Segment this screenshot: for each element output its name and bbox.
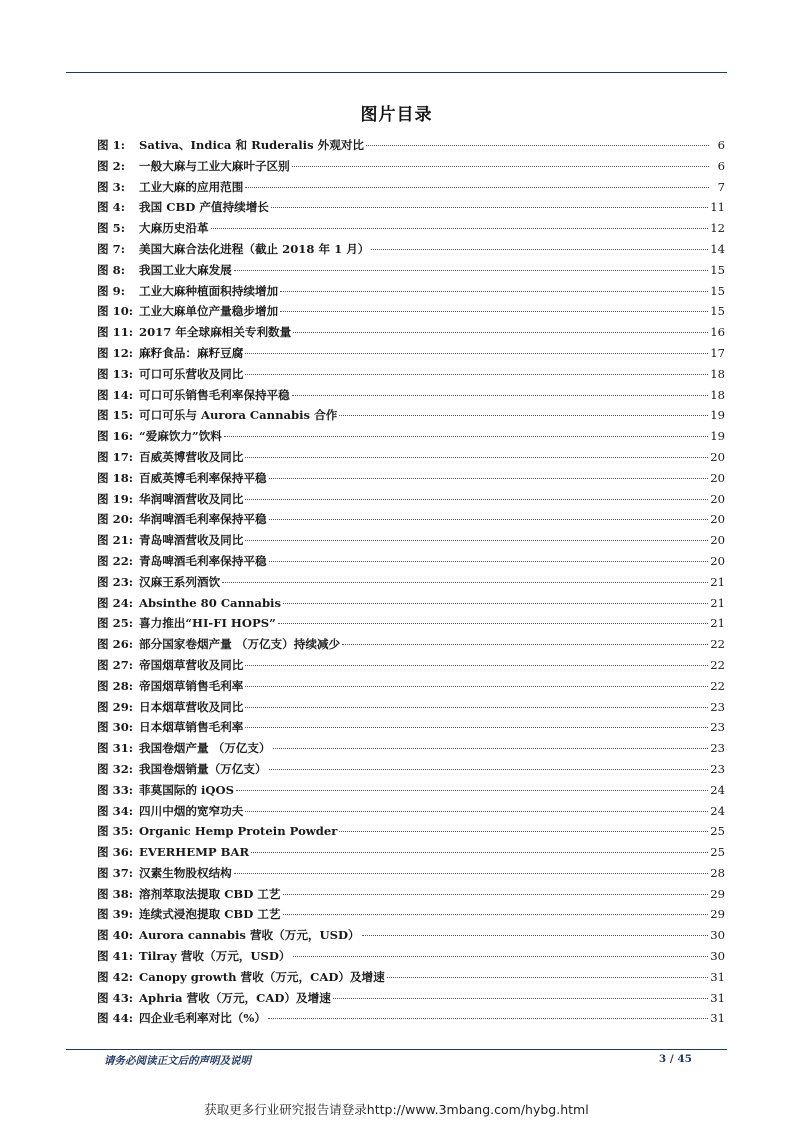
- toc-entry-label: 图 4:: [97, 200, 125, 215]
- toc-dot-leader: [245, 353, 708, 354]
- toc-entry[interactable]: [97, 967, 725, 988]
- toc-entry-title: 2017 年全球麻相关专利数量: [139, 325, 292, 340]
- toc-entry[interactable]: [97, 1008, 725, 1029]
- toc-entry-title: 溶剂萃取法提取 CBD 工艺: [139, 886, 281, 901]
- toc-entry-label: 图 10:: [97, 304, 134, 319]
- header-rule: [66, 72, 727, 73]
- toc-entry-title: EVERHEMP BAR: [139, 845, 250, 860]
- toc-dot-leader: [283, 914, 709, 915]
- toc-entry[interactable]: [97, 197, 725, 218]
- toc-entry-page: 30: [710, 928, 725, 943]
- toc-entry-label: 图 31:: [97, 741, 134, 756]
- toc-dot-leader: [280, 291, 708, 292]
- toc-entry-label: 图 26:: [97, 637, 134, 652]
- toc-entry-title: 可口可乐与 Aurora Cannabis 合作: [139, 408, 338, 423]
- page-title: 图片目录: [360, 105, 433, 125]
- toc-entry[interactable]: [97, 239, 725, 260]
- toc-entry[interactable]: [97, 343, 725, 364]
- toc-dot-leader: [224, 436, 708, 437]
- toc-entry-page: 15: [710, 304, 725, 319]
- toc-entry-title: Organic Hemp Protein Powder: [139, 824, 338, 839]
- toc-entry-page: 7: [717, 179, 725, 194]
- footer-download-link[interactable]: 获取更多行业研究报告请登录http://www.3mbang.com/hybg.html: [204, 1102, 589, 1117]
- toc-entry-title: 汉麻王系列酒饮: [139, 574, 221, 589]
- toc-entry[interactable]: [97, 156, 725, 177]
- toc-entry-page: 23: [710, 699, 725, 714]
- toc-dot-leader: [268, 1018, 708, 1019]
- toc-entry-page: 24: [710, 782, 725, 797]
- toc-entry[interactable]: [97, 884, 725, 905]
- toc-dot-leader: [245, 665, 708, 666]
- toc-entry-page: 29: [710, 907, 725, 922]
- toc-entry-page: 19: [710, 408, 725, 423]
- toc-entry-label: 图 15:: [97, 408, 134, 423]
- toc-entry-page: 15: [710, 262, 725, 277]
- toc-dot-leader: [245, 707, 708, 708]
- toc-entry-label: 图 43:: [97, 990, 134, 1005]
- toc-entry-title: 帝国烟草销售毛利率: [139, 678, 244, 693]
- toc-entry-title: 可口可乐销售毛利率保持平稳: [139, 387, 290, 402]
- toc-entry-title: Aphria 营收（万元，CAD）及增速: [139, 990, 331, 1005]
- toc-entry-page: 20: [710, 512, 725, 527]
- toc-entry-label: 图 37:: [97, 865, 134, 880]
- toc-entry-title: 部分国家卷烟产量 （万亿支）持续减少: [139, 637, 341, 652]
- toc-entry[interactable]: [97, 489, 725, 510]
- toc-dot-leader: [339, 415, 708, 416]
- toc-entry-title: Absinthe 80 Cannabis: [139, 595, 281, 610]
- toc-entry-page: 19: [710, 429, 725, 444]
- toc-dot-leader: [251, 852, 708, 853]
- toc-entry-title: 大麻历史沿革: [139, 221, 209, 236]
- toc-entry-page: 20: [710, 449, 725, 464]
- toc-dot-leader: [278, 623, 708, 624]
- toc-entry-page: 18: [710, 387, 725, 402]
- toc-entry[interactable]: [97, 551, 725, 572]
- toc-entry-title: 美国大麻合法化进程（截止 2018 年 1 月）: [139, 241, 370, 256]
- toc-entry-title: 我国 CBD 产值持续增长: [139, 200, 269, 215]
- toc-entry[interactable]: [97, 135, 725, 156]
- toc-entry-page: 30: [710, 949, 725, 964]
- toc-entry-label: 图 17:: [97, 449, 134, 464]
- toc-entry-title: 工业大麻的应用范围: [139, 179, 244, 194]
- toc-dot-leader: [234, 873, 708, 874]
- toc-entry-page: 15: [710, 283, 725, 298]
- toc-entry-title: 麻籽食品：麻籽豆腐: [139, 345, 244, 360]
- toc-dot-leader: [269, 561, 709, 562]
- toc-entry[interactable]: [97, 509, 725, 530]
- toc-entry-title: 我国卷烟销量（万亿支）: [139, 761, 267, 776]
- toc-entry-page: 22: [710, 657, 725, 672]
- toc-entry-page: 24: [710, 803, 725, 818]
- toc-entry-page: 31: [710, 990, 725, 1005]
- toc-entry-label: 图 41:: [97, 949, 134, 964]
- footer-page-number: 3 / 45: [658, 1053, 692, 1065]
- toc-dot-leader: [245, 499, 708, 500]
- toc-entry-title: 连续式浸泡提取 CBD 工艺: [139, 907, 281, 922]
- toc-entry-label: 图 34:: [97, 803, 134, 818]
- toc-entry-label: 图 20:: [97, 512, 134, 527]
- toc-entry[interactable]: [97, 780, 725, 801]
- figure-toc-list: [97, 135, 725, 1029]
- toc-entry-label: 图 5:: [97, 221, 125, 236]
- toc-entry-label: 图 11:: [97, 325, 134, 340]
- toc-entry-page: 21: [710, 574, 725, 589]
- toc-entry[interactable]: [97, 218, 725, 239]
- toc-entry-label: 图 35:: [97, 824, 134, 839]
- toc-dot-leader: [271, 207, 708, 208]
- toc-entry-page: 16: [710, 325, 725, 340]
- toc-entry-title: Tilray 营收（万元，USD）: [139, 949, 291, 964]
- toc-dot-leader: [283, 603, 708, 604]
- toc-entry[interactable]: [97, 946, 725, 967]
- toc-entry-label: 图 28:: [97, 678, 134, 693]
- toc-entry-label: 图 19:: [97, 491, 134, 506]
- toc-entry-title: 一般大麻与工业大麻叶子区别: [139, 158, 290, 173]
- toc-dot-leader: [245, 457, 708, 458]
- toc-entry-page: 18: [710, 366, 725, 381]
- toc-entry[interactable]: [97, 821, 725, 842]
- toc-entry-title: 青岛啤酒毛利率保持平稳: [139, 553, 267, 568]
- toc-entry-page: 20: [710, 470, 725, 485]
- toc-entry-label: 图 32:: [97, 761, 134, 776]
- toc-entry-title: 华润啤酒毛利率保持平稳: [139, 512, 267, 527]
- toc-entry-page: 21: [710, 595, 725, 610]
- toc-entry-title: 百威英博营收及同比: [139, 449, 244, 464]
- toc-dot-leader: [222, 582, 708, 583]
- toc-entry[interactable]: [97, 634, 725, 655]
- toc-entry-label: 图 18:: [97, 470, 134, 485]
- toc-entry[interactable]: [97, 260, 725, 281]
- toc-entry[interactable]: [97, 281, 725, 302]
- toc-dot-leader: [234, 270, 708, 271]
- toc-entry[interactable]: [97, 738, 725, 759]
- toc-entry[interactable]: [97, 717, 725, 738]
- toc-entry-page: 22: [710, 678, 725, 693]
- toc-entry-label: 图 29:: [97, 699, 134, 714]
- toc-entry-page: 28: [710, 865, 725, 880]
- toc-entry[interactable]: [97, 925, 725, 946]
- toc-entry-title: 日本烟草营收及同比: [139, 699, 244, 714]
- toc-dot-leader: [333, 998, 708, 999]
- toc-entry-title: “爱麻饮力”饮料: [139, 429, 222, 444]
- toc-entry-page: 31: [710, 1011, 725, 1026]
- toc-dot-leader: [292, 166, 709, 167]
- toc-dot-leader: [269, 478, 709, 479]
- toc-entry[interactable]: [97, 613, 725, 634]
- toc-dot-leader: [293, 956, 709, 957]
- toc-entry[interactable]: [97, 863, 725, 884]
- toc-entry[interactable]: [97, 988, 725, 1009]
- toc-entry-label: 图 9:: [97, 283, 125, 298]
- toc-entry[interactable]: [97, 593, 725, 614]
- toc-entry-page: 25: [710, 845, 725, 860]
- toc-entry-label: 图 21:: [97, 533, 134, 548]
- toc-entry-page: 23: [710, 720, 725, 735]
- toc-entry-title: Sativa、Indica 和 Ruderalis 外观对比: [139, 138, 365, 152]
- toc-dot-leader: [273, 748, 709, 749]
- toc-entry-label: 图 36:: [97, 845, 134, 860]
- toc-dot-leader: [292, 395, 709, 396]
- toc-entry-label: 图 39:: [97, 907, 134, 922]
- toc-entry-title: 百威英博毛利率保持平稳: [139, 470, 267, 485]
- toc-entry-label: 图 44:: [97, 1011, 134, 1026]
- toc-entry[interactable]: [97, 385, 725, 406]
- toc-entry-page: 23: [710, 761, 725, 776]
- toc-entry-label: 图 1:: [97, 138, 125, 152]
- toc-entry[interactable]: [97, 177, 725, 198]
- toc-dot-leader: [245, 686, 708, 687]
- toc-entry-title: 工业大麻单位产量稳步增加: [139, 304, 279, 319]
- toc-entry-page: 17: [710, 345, 725, 360]
- toc-entry-title: 可口可乐营收及同比: [139, 366, 244, 381]
- toc-entry[interactable]: [97, 801, 725, 822]
- toc-entry-label: 图 42:: [97, 969, 134, 984]
- toc-dot-leader: [245, 187, 709, 188]
- toc-entry-title: 喜力推出“HI-FI HOPS”: [139, 616, 276, 631]
- footer-disclaimer: 请务必阅读正文后的声明及说明: [104, 1055, 251, 1067]
- toc-entry-label: 图 3:: [97, 179, 125, 194]
- toc-entry-page: 31: [710, 969, 725, 984]
- toc-entry[interactable]: [97, 676, 725, 697]
- toc-entry-label: 图 14:: [97, 387, 134, 402]
- toc-entry[interactable]: [97, 364, 725, 385]
- toc-entry-title: Canopy growth 营收（万元，CAD）及增速: [139, 969, 385, 984]
- toc-dot-leader: [245, 727, 708, 728]
- toc-dot-leader: [371, 249, 708, 250]
- toc-entry[interactable]: [97, 405, 725, 426]
- toc-entry-title: 日本烟草销售毛利率: [139, 720, 244, 735]
- toc-entry[interactable]: [97, 697, 725, 718]
- toc-entry-page: 14: [710, 241, 725, 256]
- toc-dot-leader: [283, 894, 709, 895]
- toc-entry-page: 29: [710, 886, 725, 901]
- toc-dot-leader: [269, 769, 709, 770]
- toc-entry-title: 汉素生物股权结构: [139, 865, 232, 880]
- toc-dot-leader: [387, 977, 708, 978]
- toc-entry-title: 工业大麻种植面积持续增加: [139, 283, 279, 298]
- toc-entry-page: 21: [710, 616, 725, 631]
- toc-entry-page: 20: [710, 553, 725, 568]
- toc-dot-leader: [269, 519, 709, 520]
- toc-dot-leader: [342, 644, 708, 645]
- toc-entry-label: 图 7:: [97, 241, 125, 256]
- toc-entry-page: 12: [710, 221, 725, 236]
- toc-entry-label: 图 38:: [97, 886, 134, 901]
- toc-entry[interactable]: [97, 447, 725, 468]
- toc-entry-label: 图 13:: [97, 366, 134, 381]
- toc-entry-title: Aurora cannabis 营收（万元，USD）: [139, 928, 360, 943]
- toc-dot-leader: [245, 374, 708, 375]
- toc-entry-label: 图 30:: [97, 720, 134, 735]
- toc-entry-page: 25: [710, 824, 725, 839]
- toc-entry[interactable]: [97, 468, 725, 489]
- toc-dot-leader: [293, 332, 708, 333]
- toc-entry-page: 20: [710, 533, 725, 548]
- toc-entry-page: 11: [710, 200, 725, 215]
- toc-entry-title: 四企业毛利率对比（%）: [139, 1011, 266, 1026]
- toc-entry[interactable]: [97, 301, 725, 322]
- toc-entry-label: 图 33:: [97, 782, 134, 797]
- toc-entry-label: 图 12:: [97, 345, 134, 360]
- toc-entry[interactable]: [97, 530, 725, 551]
- toc-entry[interactable]: [97, 426, 725, 447]
- toc-dot-leader: [245, 811, 708, 812]
- toc-entry-label: 图 22:: [97, 553, 134, 568]
- toc-entry[interactable]: [97, 572, 725, 593]
- toc-dot-leader: [211, 228, 709, 229]
- toc-entry-label: 图 24:: [97, 595, 134, 610]
- footer-rule: [66, 1049, 727, 1050]
- toc-entry-title: 华润啤酒营收及同比: [139, 491, 244, 506]
- toc-entry-title: 我国工业大麻发展: [139, 262, 232, 277]
- toc-entry[interactable]: [97, 904, 725, 925]
- toc-entry-page: 23: [710, 741, 725, 756]
- toc-dot-leader: [280, 311, 708, 312]
- toc-entry-label: 图 40:: [97, 928, 134, 943]
- toc-dot-leader: [339, 831, 708, 832]
- toc-entry[interactable]: [97, 322, 725, 343]
- toc-dot-leader: [245, 540, 708, 541]
- toc-entry-title: 菲莫国际的 iQOS: [139, 782, 234, 797]
- toc-entry[interactable]: [97, 759, 725, 780]
- toc-entry-title: 我国卷烟产量 （万亿支）: [139, 741, 271, 756]
- toc-entry-label: 图 8:: [97, 262, 125, 277]
- toc-entry-title: 四川中烟的宽窄功夫: [139, 803, 244, 818]
- toc-entry-page: 20: [710, 491, 725, 506]
- toc-entry-label: 图 16:: [97, 429, 134, 444]
- toc-entry-page: 6: [717, 138, 725, 152]
- toc-dot-leader: [362, 935, 709, 936]
- toc-entry-label: 图 2:: [97, 158, 125, 173]
- toc-dot-leader: [366, 145, 709, 146]
- toc-entry[interactable]: [97, 655, 725, 676]
- toc-entry-page: 22: [710, 637, 725, 652]
- toc-entry-title: 帝国烟草营收及同比: [139, 657, 244, 672]
- toc-dot-leader: [236, 790, 708, 791]
- toc-entry-page: 6: [717, 158, 725, 173]
- toc-entry-label: 图 25:: [97, 616, 134, 631]
- toc-entry[interactable]: [97, 842, 725, 863]
- toc-entry-label: 图 23:: [97, 574, 134, 589]
- toc-entry-title: 青岛啤酒营收及同比: [139, 533, 244, 548]
- toc-entry-label: 图 27:: [97, 657, 134, 672]
